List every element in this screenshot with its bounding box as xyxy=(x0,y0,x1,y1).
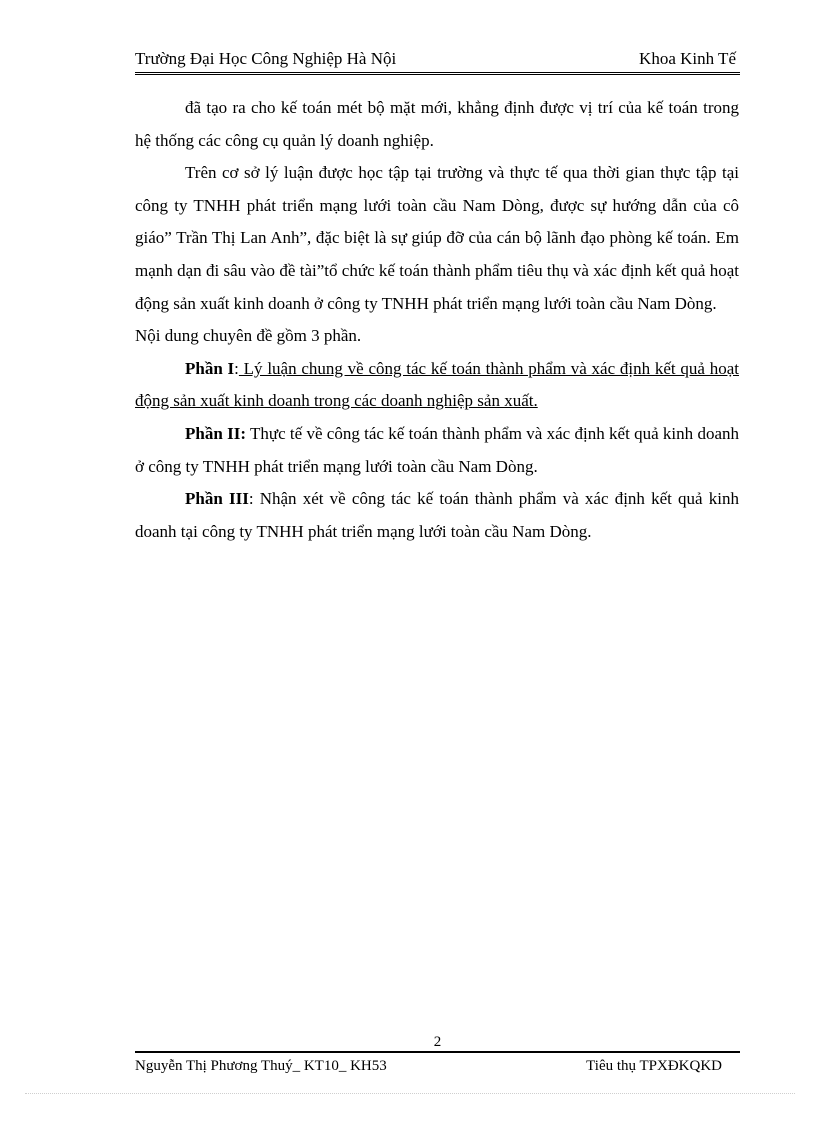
paragraph-part-1 xyxy=(135,353,739,418)
part-2-label: Phần II: xyxy=(185,423,246,443)
part-3-label: Phần III xyxy=(185,489,249,509)
paragraph-part-2 xyxy=(135,418,739,483)
page-header xyxy=(135,48,740,75)
part-1-text: Lý luận chung về công tác kế toán thành phẩm và xác định kết quả hoạt động sản xuất kinh doanh trong các doanh nghiệp sản xuất. xyxy=(135,358,739,411)
footer-author: Nguyễn Thị Phương Thuý_ KT10_ KH53 xyxy=(135,1058,387,1074)
header-faculty-name: Khoa Kinh Tế xyxy=(639,49,736,68)
paragraph-content-summary: Nội dung chuyên đề gồm 3 phần. xyxy=(135,326,362,346)
document-body xyxy=(135,92,739,548)
page-edge-divider xyxy=(25,1093,795,1094)
footer-divider xyxy=(135,1051,740,1053)
part-1-label: Phần I xyxy=(185,358,235,378)
paragraph-part-3 xyxy=(135,483,739,548)
part-2-text: Thực tế về công tác kế toán thành phẩm và xác định kết quả kinh doanh ở công ty TNHH phát triển mạng lưới toàn cầu Nam Dòng. xyxy=(135,423,739,476)
page-footer xyxy=(135,1056,740,1078)
header-school-name: Trường Đại Học Công Nghiệp Hà Nội xyxy=(135,49,397,68)
page-number: 2 xyxy=(433,1034,442,1050)
part-1-separator: : xyxy=(234,358,239,378)
footer-topic: Tiêu thụ TPXĐKQKD xyxy=(586,1058,722,1074)
part-3-text: : Nhận xét về công tác kế toán thành phẩm và xác định kết quả kinh doanh tại công ty TNHH phát triển mạng lưới toàn cầu Nam Dòng. xyxy=(135,489,740,541)
paragraph-intro-continued: đã tạo ra cho kế toán mét bộ mặt mới, khẳng định được vị trí của kế toán trong hệ thống các công cụ quản lý doanh nghiệp. xyxy=(135,98,739,150)
paragraph-study-basis: Trên cơ sở lý luận được học tập tại trường và thực tế qua thời gian thực tập tại công ty TNHH phát triển mạng lưới toàn cầu Nam Dòng, được sự hướng dẫn của cô giáo” Trần Thị Lan Anh”, đặc biệt là sự giúp đỡ của cán bộ lãnh đạo phòng kế toán. Em mạnh dạn đi sâu vào đề tài”tổ chức kế toán thành phẩm tiêu thụ và xác định kết quả hoạt động sản xuất kinh doanh ở công ty TNHH phát triển mạng lưới toàn cầu Nam Dòng. xyxy=(135,163,739,313)
